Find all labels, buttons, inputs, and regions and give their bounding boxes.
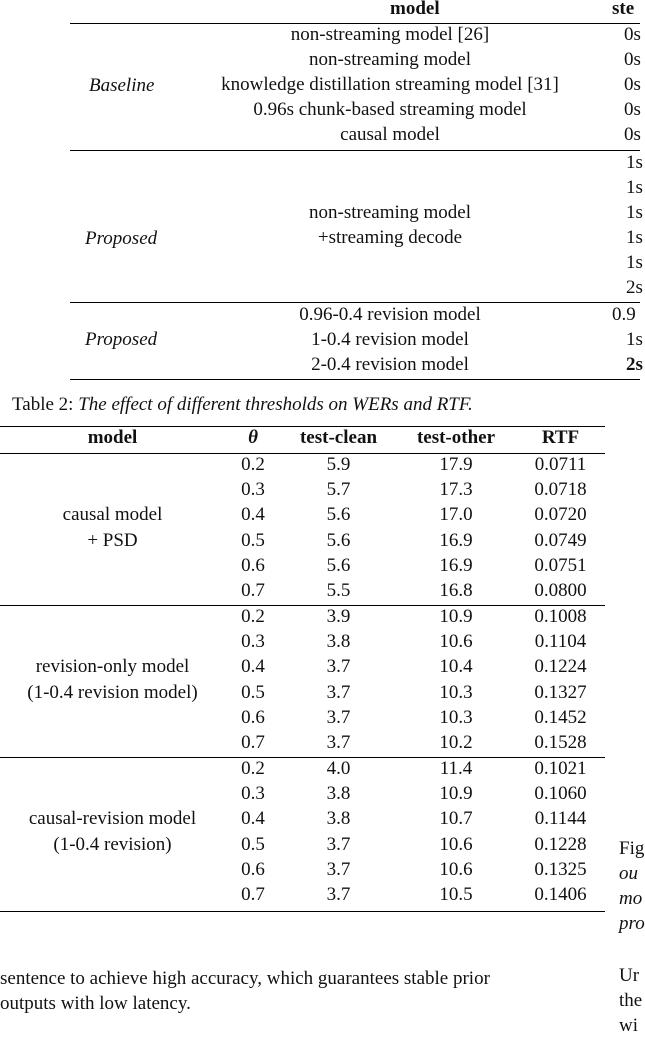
- paragraph-line: outputs with low latency.: [0, 993, 191, 1014]
- table2-cell: 0.5: [241, 529, 265, 551]
- table2-cell: 0.1144: [534, 808, 587, 830]
- paragraph-line: sentence to achieve high accuracy, which guarantees stable prior: [0, 968, 490, 989]
- paragraph-fragment: wi: [619, 1015, 638, 1036]
- table1-partial-cell: 1s: [626, 252, 643, 273]
- table2-group-label: + PSD: [87, 529, 138, 551]
- table2-caption-text: The effect of different thresholds on WERs and RTF.: [78, 394, 473, 415]
- table2-cell: 0.3: [241, 783, 265, 805]
- table2-cell: 3.7: [326, 833, 351, 855]
- table2-header-test-clean: test-clean: [299, 427, 378, 448]
- group-label-proposed: Proposed: [85, 329, 158, 350]
- table1-row: knowledge distillation streaming model [31]: [221, 74, 559, 95]
- table1-row: causal model: [340, 124, 440, 145]
- table2-header-rtf: RTF: [541, 427, 580, 448]
- table2-cell: 10.6: [439, 833, 473, 855]
- table2-cell: 0.7: [241, 732, 265, 753]
- table2-cell: 0.1008: [534, 606, 587, 627]
- table1-row: +streaming decode: [317, 227, 463, 248]
- table2-header-row: [0, 427, 605, 453]
- table2-cell: 10.5: [439, 884, 473, 905]
- figure-caption-fragment: pro: [619, 913, 645, 934]
- table2-cell: 4.0: [326, 758, 351, 779]
- table1-group-rule: [70, 150, 640, 151]
- table2-cell: 0.2: [241, 454, 265, 475]
- table2-cell: 0.4: [241, 808, 265, 830]
- table2-header-model: model: [87, 427, 138, 448]
- figure-caption-fragment: mo: [619, 888, 643, 909]
- table1-partial-cell: 2s: [626, 277, 643, 298]
- table2-cell: 10.4: [439, 656, 473, 678]
- table1-partial-cell: 1s: [626, 329, 643, 350]
- table2-cell: 3.7: [326, 858, 351, 880]
- table2-cell: 0.0800: [534, 580, 587, 601]
- table2-cell: 3.9: [326, 606, 351, 627]
- table2-cell: 10.6: [439, 858, 473, 880]
- table2-header-theta: θ: [248, 427, 258, 448]
- table2-cell: 11.4: [439, 758, 473, 779]
- table2-cell: 10.6: [439, 631, 473, 653]
- table2-cell: 0.2: [241, 606, 265, 627]
- table2-cell: 5.7: [326, 479, 351, 501]
- table2-group-label: causal-revision model: [28, 808, 197, 830]
- table2-cell: 0.6: [241, 706, 265, 728]
- table2-bottom-rule: [0, 911, 605, 912]
- table2-cell: 0.7: [241, 884, 265, 905]
- table1-partial-cell: 1s: [626, 152, 643, 173]
- table1-partial-cell: 1s: [626, 177, 643, 198]
- table2-caption-prefix: Table 2:: [12, 394, 74, 415]
- table2-cell: 10.3: [439, 706, 473, 728]
- table2-cell: 3.7: [326, 884, 351, 905]
- table2-cell: 0.0711: [534, 454, 587, 475]
- table1-row: non-streaming model: [309, 202, 471, 223]
- table2-cell: 0.3: [241, 631, 265, 653]
- table2-cell: 0.1452: [534, 706, 587, 728]
- table2-group-label: (1-0.4 revision): [53, 833, 172, 855]
- table1-partial-cell: 0.9: [612, 304, 636, 325]
- table2-cell: 3.7: [326, 706, 351, 728]
- table2-cell: 0.1228: [534, 833, 587, 855]
- table2-cell: 0.1104: [534, 631, 587, 653]
- table2-cell: 17.3: [439, 479, 473, 501]
- table2-group-label: (1-0.4 revision model): [27, 681, 198, 703]
- table2-cell: 5.9: [326, 454, 351, 475]
- paragraph-fragment: the: [619, 990, 643, 1011]
- table1-partial-cell: 0s: [624, 74, 641, 95]
- table2-cell: 3.8: [326, 783, 351, 805]
- table1-row: 0.96s chunk-based streaming model: [253, 99, 527, 120]
- table1-bottom-rule: [70, 379, 640, 380]
- table2-cell: 0.6: [241, 858, 265, 880]
- table2-cell: 0.1406: [534, 884, 587, 905]
- table2-cell: 0.4: [241, 656, 265, 678]
- table2-cell: 10.3: [439, 681, 473, 703]
- paragraph-fragment: Ur: [619, 965, 640, 986]
- table2-group-label: causal model: [62, 504, 163, 526]
- table1-row: 0.96-0.4 revision model: [299, 304, 481, 325]
- table2-cell: 0.1325: [534, 858, 587, 880]
- table2-cell: 10.9: [439, 606, 473, 627]
- group-label-proposed: Proposed: [85, 228, 158, 249]
- table2-cell: 0.0720: [534, 504, 587, 526]
- table2-cell: 3.8: [326, 631, 351, 653]
- table2-cell: 5.6: [326, 554, 351, 576]
- table2-cell: 0.7: [241, 580, 265, 601]
- figure-caption-fragment: ou: [619, 863, 638, 884]
- table1-partial-cell: 1s: [626, 227, 643, 248]
- table1-partial-cell: 1s: [626, 202, 643, 223]
- figure-caption-fragment: Fig: [619, 838, 645, 859]
- table2-cell: 0.3: [241, 479, 265, 501]
- table2-cell: 3.7: [326, 656, 351, 678]
- table2-cell: 5.5: [326, 580, 351, 601]
- table2-cell: 10.7: [439, 808, 473, 830]
- table2-cell: 0.5: [241, 681, 265, 703]
- table2-cell: 0.0749: [534, 529, 587, 551]
- table2-cell: 10.2: [439, 732, 473, 753]
- table1-row: 1-0.4 revision model: [311, 329, 469, 350]
- table2-cell: 17.9: [439, 454, 473, 475]
- table1-partial-cell: 0s: [624, 49, 641, 70]
- table2-cell: 16.8: [439, 580, 473, 601]
- table2-group-label: revision-only model: [35, 656, 190, 678]
- table1-header-partial: ste: [612, 0, 635, 19]
- table2-caption: [12, 394, 473, 416]
- table2-cell: 3.7: [326, 681, 351, 703]
- table2-cell: 16.9: [439, 529, 473, 551]
- table2-cell: 16.9: [439, 554, 473, 576]
- table2-cell: 0.2: [241, 758, 265, 779]
- table2-cell: 17.0: [439, 504, 473, 526]
- table2-cell: 0.5: [241, 833, 265, 855]
- table1-header-model: model: [390, 0, 440, 19]
- table2-cell: 0.1224: [534, 656, 587, 678]
- table2-cell: 0.0718: [534, 479, 587, 501]
- table2-cell: 0.1528: [534, 732, 587, 753]
- table2-cell: 0.6: [241, 554, 265, 576]
- table2-cell: 3.8: [326, 808, 351, 830]
- table2-header-test-other: test-other: [416, 427, 496, 448]
- table2-cell: 5.6: [326, 529, 351, 551]
- table2-cell: 0.1021: [534, 758, 587, 779]
- table2-cell: 10.9: [439, 783, 473, 805]
- group-label-baseline: Baseline: [89, 75, 155, 96]
- table1-partial-cell: 2s: [626, 354, 643, 375]
- table2-cell: 0.1327: [534, 681, 587, 703]
- table2-cell: 3.7: [326, 732, 351, 753]
- table2-cell: 0.0751: [534, 554, 587, 576]
- table1-partial-cell: 0s: [624, 99, 641, 120]
- table1-partial-cell: 0s: [624, 124, 641, 145]
- table1-row: non-streaming model [26]: [290, 24, 490, 45]
- table1-partial-cell: 0s: [624, 24, 641, 45]
- table2-cell: 0.4: [241, 504, 265, 526]
- table1-row: 2-0.4 revision model: [311, 354, 469, 375]
- table2-cell: 5.6: [326, 504, 351, 526]
- table1-row: non-streaming model: [309, 49, 471, 70]
- table2-cell: 0.1060: [534, 783, 587, 805]
